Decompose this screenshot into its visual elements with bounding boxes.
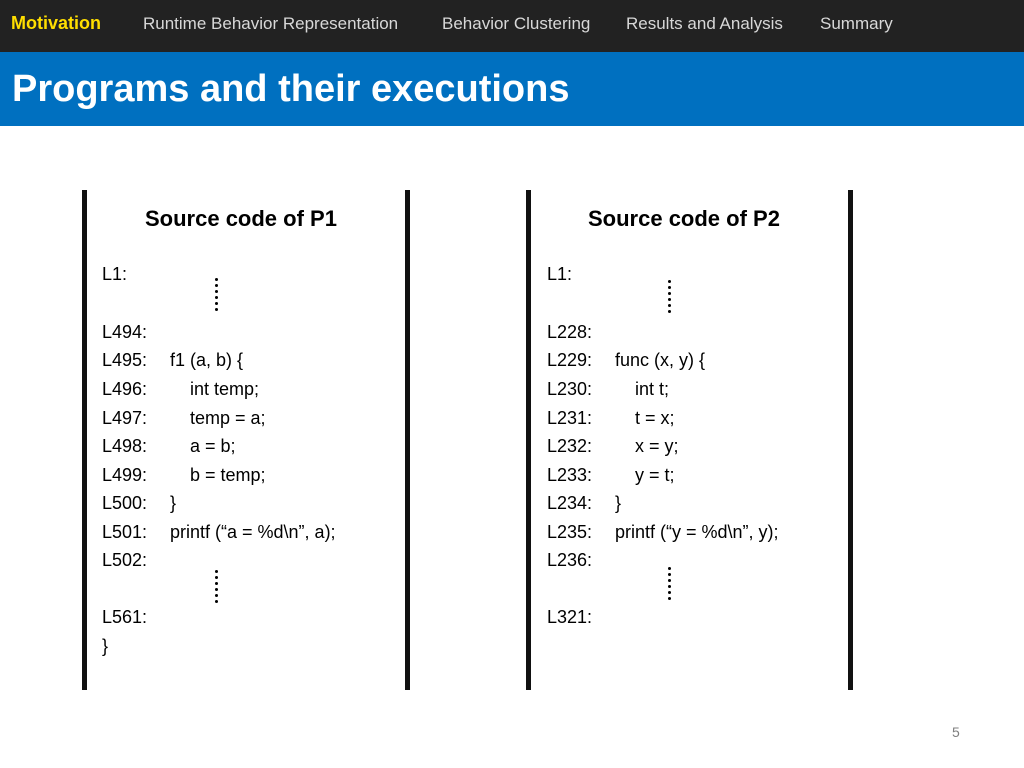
p1-heading: Source code of P1 (145, 206, 337, 231)
code-text: printf (“a = %d\n”, a); (170, 522, 336, 542)
line-number: L497: (102, 408, 148, 428)
p2-right-bracket (848, 190, 853, 690)
closing-brace: } (102, 636, 109, 656)
top-navigation-bar (0, 0, 1024, 52)
nav-item-results-and-analysis[interactable]: Results and Analysis (626, 14, 783, 33)
nav-item-summary[interactable]: Summary (820, 14, 893, 33)
line-number: L1: (547, 264, 573, 284)
ellipsis-dots-icon (214, 570, 218, 603)
line-number: L498: (102, 436, 148, 456)
line-number: L502: (102, 550, 148, 570)
p2-left-bracket (526, 190, 531, 690)
p1-right-bracket (405, 190, 410, 690)
line-number: L234: (547, 493, 593, 513)
code-text: func (x, y) { (615, 350, 706, 370)
line-number: L228: (547, 322, 593, 342)
line-number: L230: (547, 379, 593, 399)
line-number: L229: (547, 350, 593, 370)
p2-heading: Source code of P2 (588, 206, 780, 231)
code-text: int temp; (170, 379, 260, 399)
line-number: L499: (102, 465, 148, 485)
line-number: L321: (547, 607, 593, 627)
line-number: L496: (102, 379, 148, 399)
line-number: L561: (102, 607, 148, 627)
code-text: } (615, 493, 622, 513)
line-number: L236: (547, 550, 593, 570)
code-text: b = temp; (170, 465, 266, 485)
nav-item-behavior-clustering[interactable]: Behavior Clustering (442, 14, 591, 33)
slide-title-bar (0, 52, 1024, 126)
line-number: L494: (102, 322, 148, 342)
line-number: L500: (102, 493, 148, 513)
line-number: L1: (102, 264, 128, 284)
p1-left-bracket (82, 190, 87, 690)
ellipsis-dots-icon (667, 280, 671, 313)
code-text: t = x; (615, 408, 675, 428)
code-text: f1 (a, b) { (170, 350, 244, 370)
line-number: L233: (547, 465, 593, 485)
code-text: printf (“y = %d\n”, y); (615, 522, 779, 542)
code-text: x = y; (615, 436, 679, 456)
nav-item-motivation[interactable]: Motivation (11, 13, 101, 33)
line-number: L495: (102, 350, 148, 370)
line-number: L501: (102, 522, 148, 542)
ellipsis-dots-icon (667, 567, 671, 600)
code-text: int t; (615, 379, 670, 399)
code-text: a = b; (170, 436, 236, 456)
code-text: } (170, 493, 177, 513)
line-number: L235: (547, 522, 593, 542)
nav-item-runtime-behavior-representation[interactable]: Runtime Behavior Representation (143, 14, 399, 33)
page-number: 5 (952, 724, 960, 740)
code-text: y = t; (615, 465, 675, 485)
line-number: L231: (547, 408, 593, 428)
line-number: L232: (547, 436, 593, 456)
ellipsis-dots-icon (214, 278, 218, 311)
slide-title: Programs and their executions (12, 68, 570, 110)
code-text: temp = a; (170, 408, 266, 428)
